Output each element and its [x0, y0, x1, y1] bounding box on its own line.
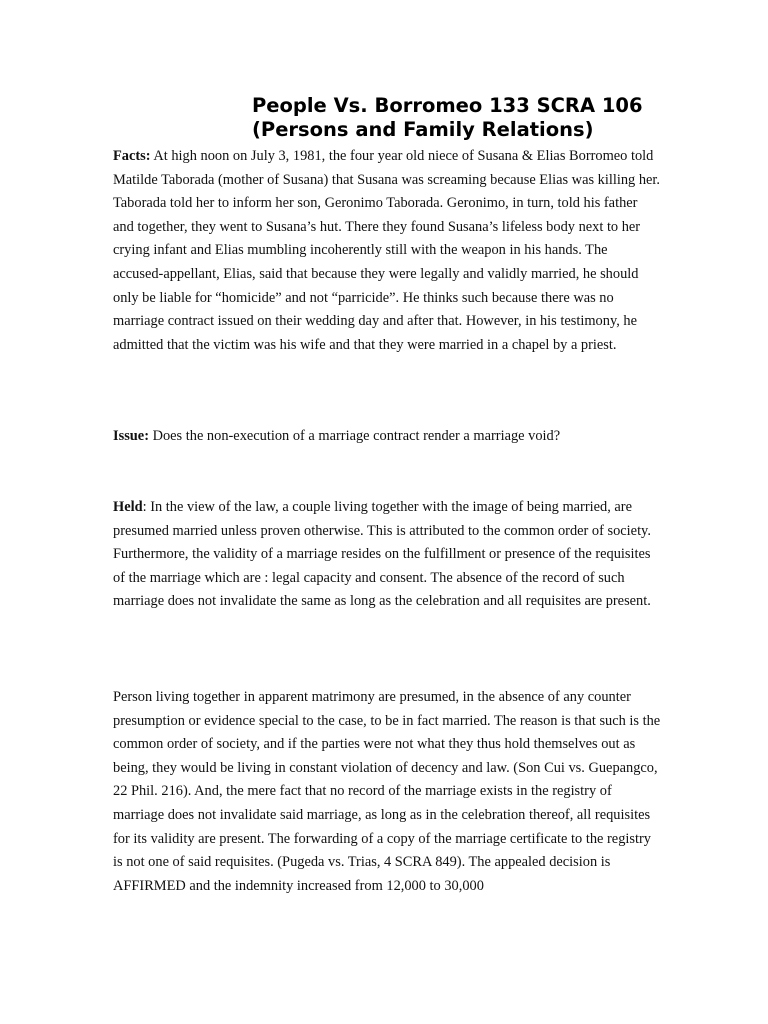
- held-paragraph: [113, 496, 661, 614]
- supporting-paragraph: Person living together in apparent matrimony are presumed, in the absence of any counter presumption or evidence special to the case, to be in fact married. The reason is that such is the common order of society, and if the parties were not what they thus hold themselves out as being, they would be living in constant violation of decency and law. (Son Cui vs. Guepangco, 22 Phil. 216). And, the mere fact that no record of the marriage exists in the registry of marriage does not invalidate said marriage, as long as in the celebration thereof, all requisites for its validity are present. The forwarding of a copy of the marriage certificate to the registry is not one of said requisites. (Pugeda vs. Trias, 4 SCRA 849). The appealed decision is AFFIRMED and the indemnity increased from 12,000 to 30,000: [113, 689, 661, 894]
- facts-label: Facts:: [113, 148, 151, 164]
- title-line-2: (Persons and Family Relations): [252, 118, 594, 141]
- issue-label: Issue:: [113, 428, 149, 444]
- held-label: Held: [113, 499, 143, 515]
- facts-paragraph: [113, 145, 661, 357]
- issue-paragraph: [113, 425, 661, 449]
- issue-text: Does the non-execution of a marriage contract render a marriage void?: [148, 428, 561, 444]
- title-line-1: People Vs. Borromeo 133 SCRA 106: [252, 94, 643, 117]
- document-title: [252, 94, 643, 142]
- held-text: : In the view of the law, a couple living together with the image of being married, are presumed married unless proven otherwise. This is attributed to the common order of society. Furthermore, the validity of a marriage resides on the fulfillment or presence of the requisites of the marriage which are : legal capacity and consent. The absence of the record of such marriage does not invalidate the same as long as the celebration and all requisites are present.: [113, 499, 651, 610]
- facts-text: At high noon on July 3, 1981, the four year old niece of Susana & Elias Borromeo told Matilde Taborada (mother of Susana) that Susana was screaming because Elias was killing her. Taborada told her to inform her son, Geronimo Taborada. Geronimo, in turn, told his father and together, they went to Susana’s hut. There they found Susana’s lifeless body next to her crying infant and Elias mumbling incoherently still with the weapon in his hands. The accused-appellant, Elias, said that because they were legally and validly married, he should only be liable for “homicide” and not “parricide”. He thinks such because there was no marriage contract issued on their wedding day and after that. However, in his testimony, he admitted that the victim was his wife and that they were married in a chapel by a priest.: [113, 148, 661, 353]
